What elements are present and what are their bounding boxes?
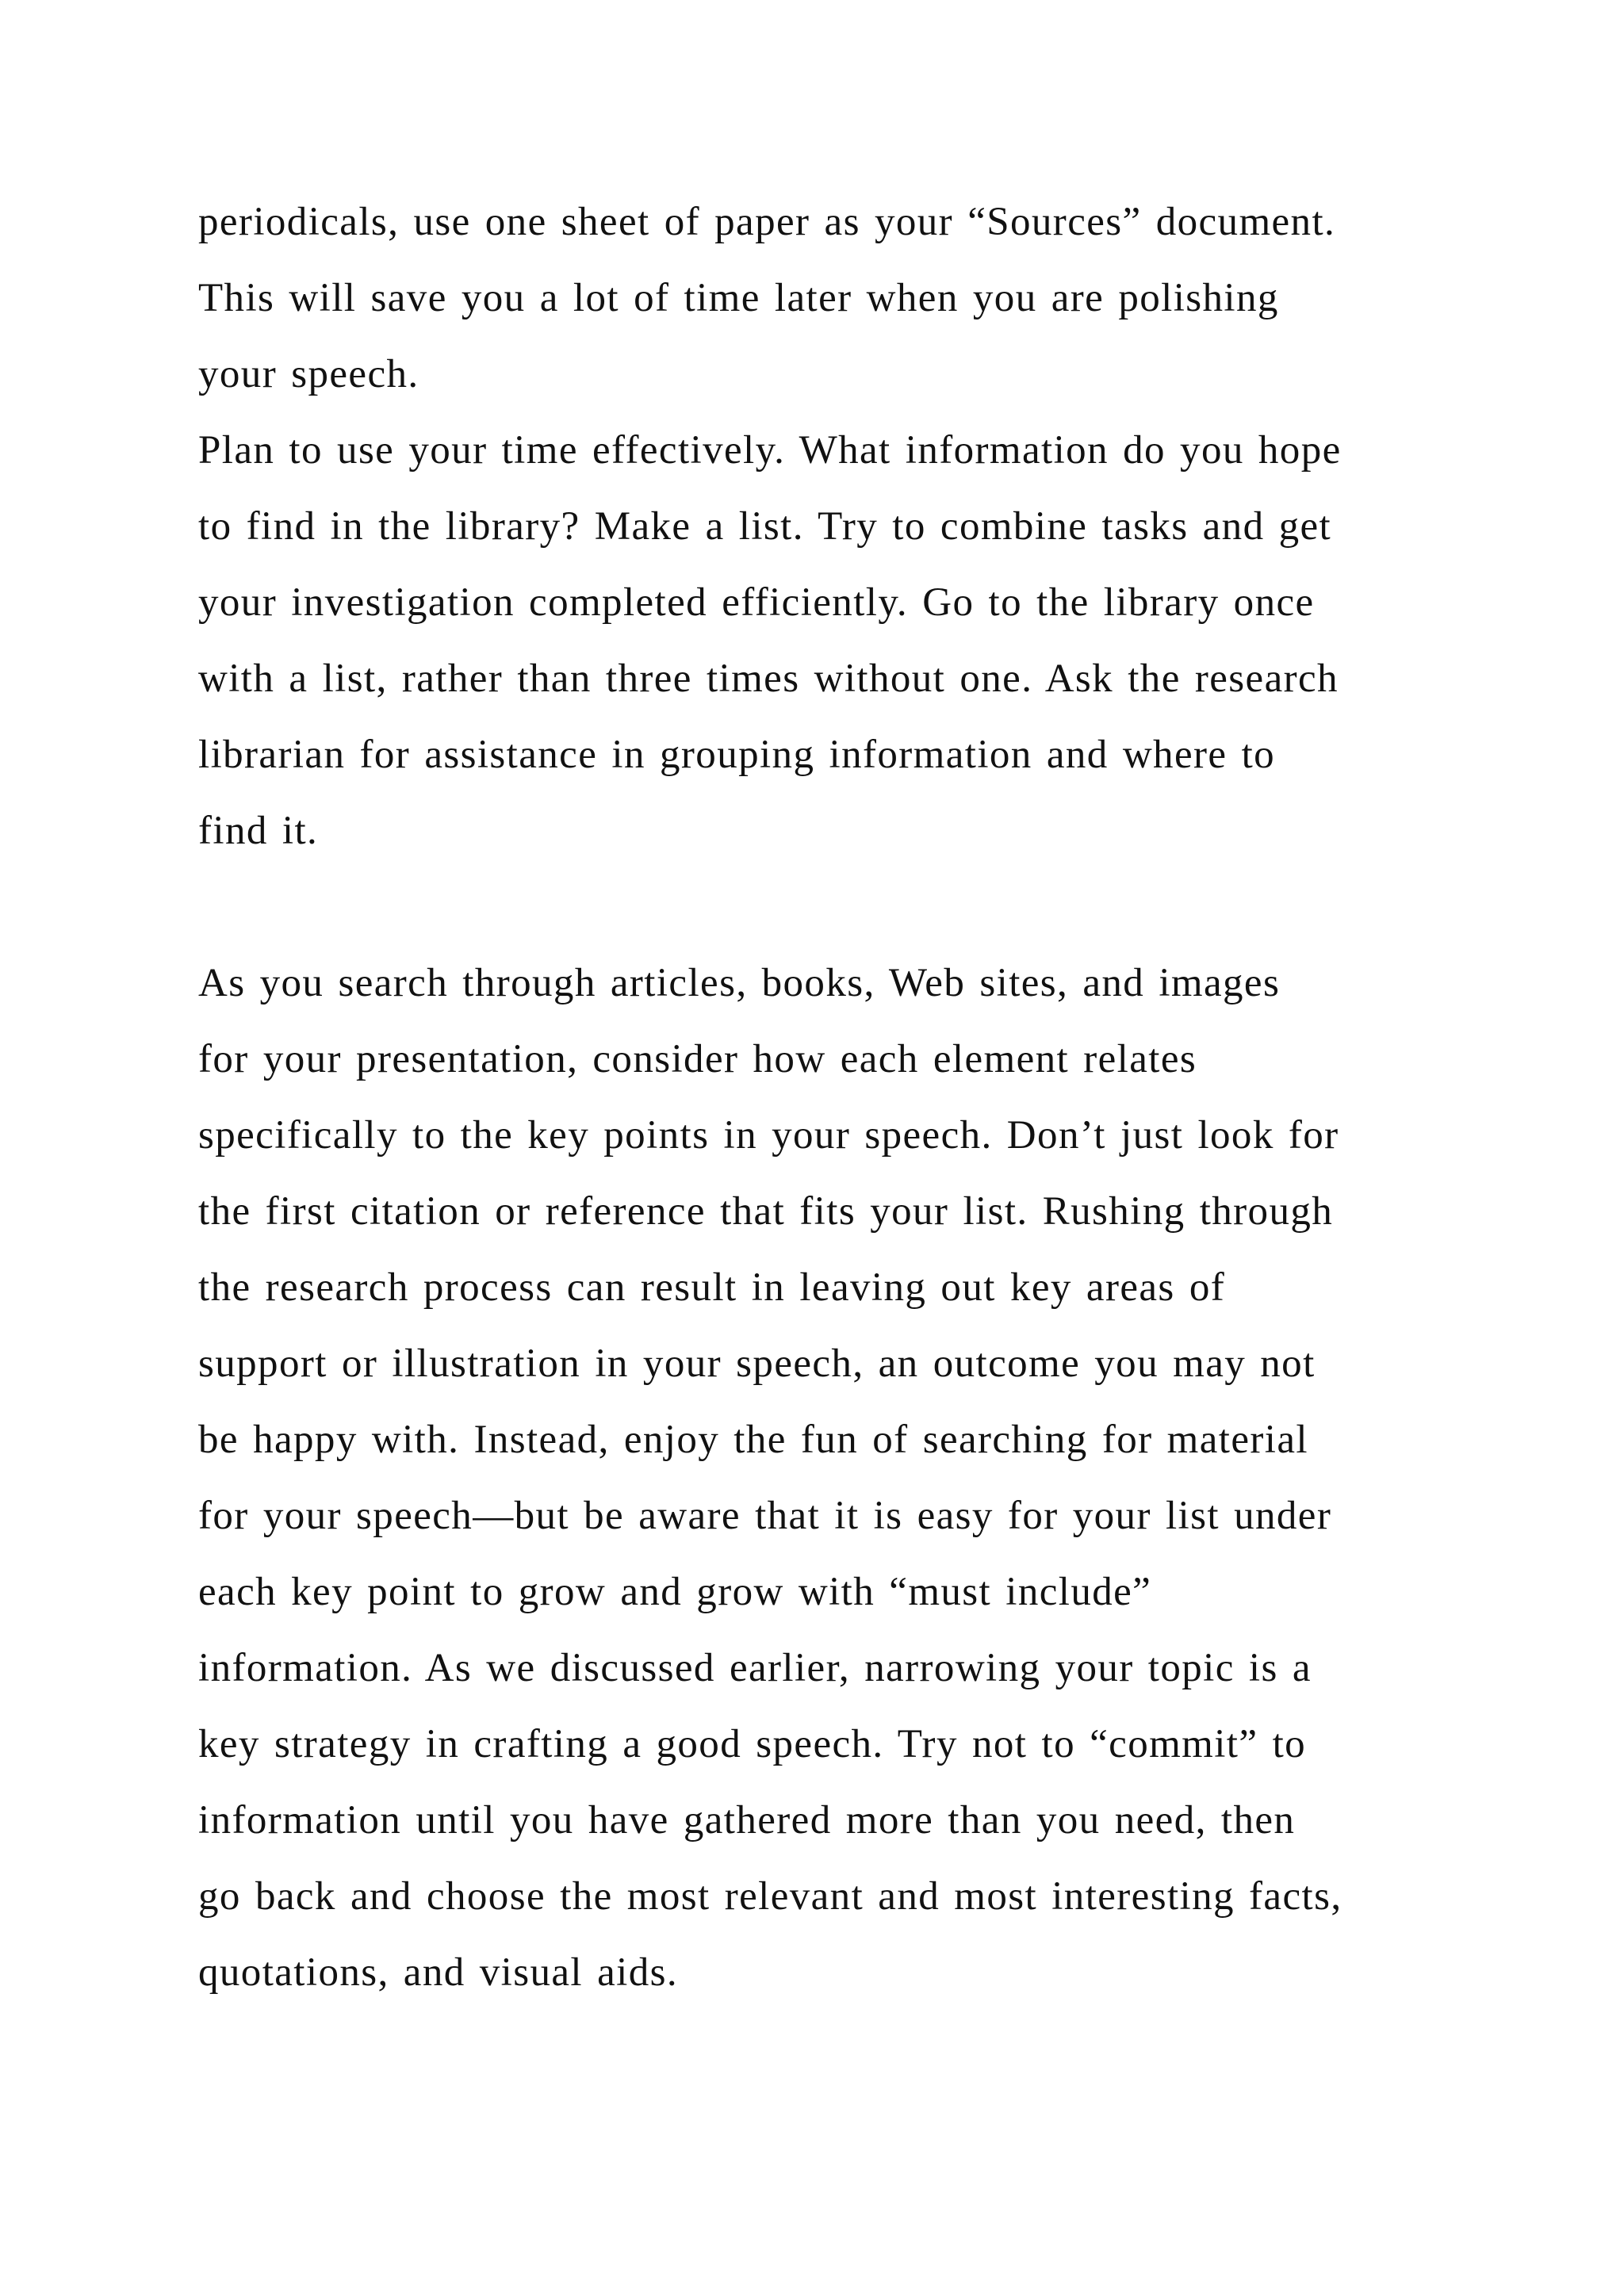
text-line: Plan to use your time effectively. What information do you hope: [198, 428, 1342, 473]
text-line: information until you have gathered more than you need, then: [198, 1798, 1296, 1843]
text-line: information. As we discussed earlier, narrowing your topic is a: [198, 1646, 1312, 1690]
paragraph-sources-and-planning: [198, 184, 1499, 869]
text-line: quotations, and visual aids.: [198, 1950, 679, 1995]
text-line: periodicals, use one sheet of paper as your “Sources” document.: [198, 200, 1336, 244]
text-line: to find in the library? Make a list. Try to combine tasks and get: [198, 504, 1332, 549]
text-line: This will save you a lot of time later when you are polishing: [198, 276, 1279, 320]
text-line: the first citation or reference that fits your list. Rushing through: [198, 1189, 1334, 1234]
text-line: your investigation completed efficiently. Go to the library once: [198, 580, 1315, 625]
text-line: go back and choose the most relevant and most interesting facts,: [198, 1874, 1342, 1919]
text-line: specifically to the key points in your speech. Don’t just look for: [198, 1113, 1339, 1158]
text-line: with a list, rather than three times without one. Ask the research: [198, 656, 1339, 701]
text-line: librarian for assistance in grouping information and where to: [198, 733, 1276, 777]
text-line: each key point to grow and grow with “must include”: [198, 1570, 1152, 1614]
text-line: for your presentation, consider how each element relates: [198, 1037, 1197, 1081]
text-line: the research process can result in leaving out key areas of: [198, 1265, 1226, 1310]
text-line: your speech.: [198, 352, 419, 396]
text-line: for your speech—but be aware that it is easy for your list under: [198, 1494, 1332, 1538]
paragraph-searching-material: [198, 945, 1499, 2011]
text-line: key strategy in crafting a good speech. Try not to “commit” to: [198, 1722, 1307, 1766]
text-line: be happy with. Instead, enjoy the fun of searching for material: [198, 1418, 1308, 1462]
text-line: As you search through articles, books, Web sites, and images: [198, 961, 1281, 1005]
text-line: find it.: [198, 809, 319, 853]
text-line: support or illustration in your speech, an outcome you may not: [198, 1341, 1316, 1386]
